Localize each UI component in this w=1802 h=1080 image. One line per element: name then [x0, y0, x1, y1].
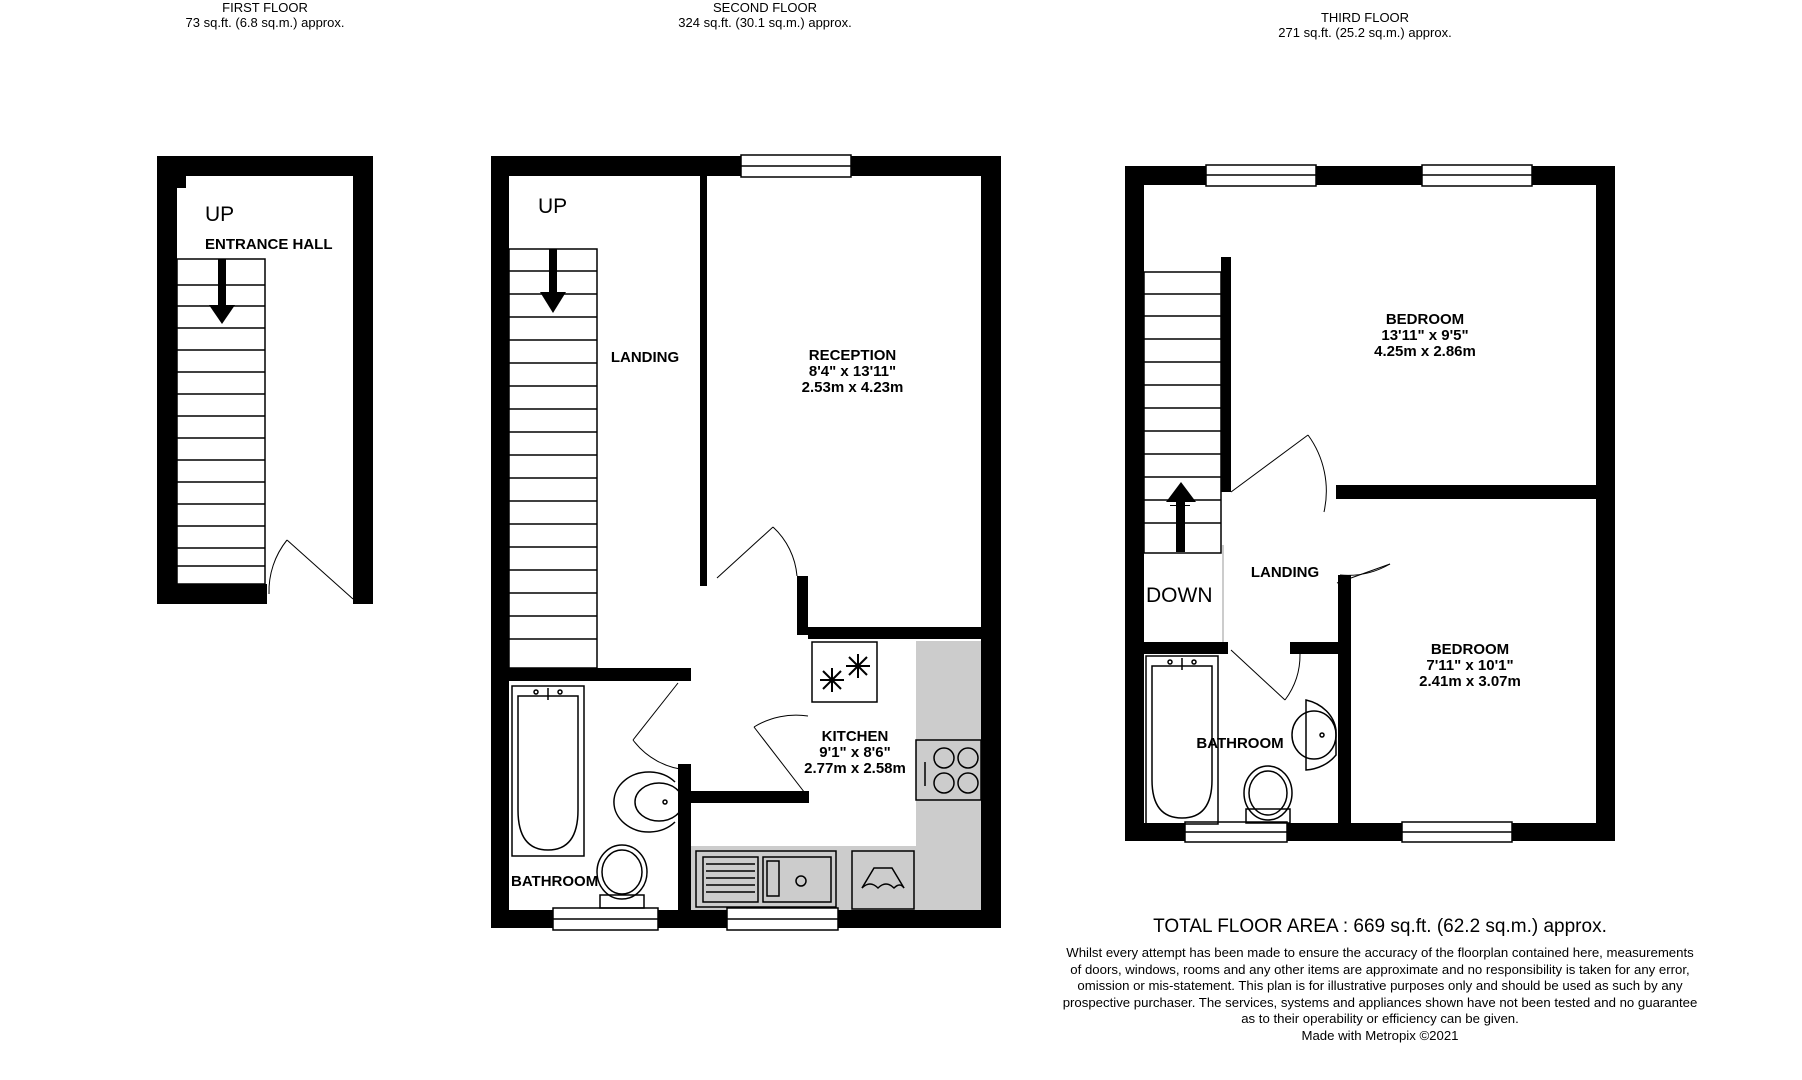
bedroom-2-metric: 2.41m x 3.07m — [1419, 673, 1521, 690]
disclaimer — [1030, 945, 1730, 1044]
reception-metric: 2.53m x 4.23m — [801, 379, 904, 396]
kitchen-metric: 2.77m x 2.58m — [804, 760, 906, 777]
kitchen-imperial: 9'1" x 8'6" — [819, 744, 891, 761]
bedroom-1-metric: 4.25m x 2.86m — [1374, 343, 1476, 360]
reception-imperial: 8'4" x 13'11" — [808, 363, 897, 380]
reception-label — [770, 348, 935, 396]
bath-icon — [512, 686, 584, 856]
third-floor-area: 271 sq.ft. (25.2 sq.m.) approx. — [1278, 25, 1452, 40]
disclaimer-line: Whilst every attempt has been made to ensure the accuracy of the floorplan contained here, measurements — [1066, 945, 1694, 960]
first-floor-plan — [157, 156, 373, 604]
door-swing-icon — [269, 540, 353, 599]
second-floor-plan — [491, 155, 1001, 930]
bedroom-1-label — [1340, 312, 1510, 360]
toilet-icon — [1244, 766, 1292, 823]
bedroom-1-name: BEDROOM — [1385, 311, 1465, 328]
bedroom-2-imperial: 7'11" x 10'1" — [1426, 657, 1514, 674]
first-floor-area: 73 sq.ft. (6.8 sq.m.) approx. — [185, 15, 345, 30]
disclaimer-line: of doors, windows, rooms and any other items are approximate and no responsibility is taken for any error, — [1070, 961, 1690, 977]
fridge-freezer-icon — [812, 642, 877, 702]
second-floor-header — [645, 0, 885, 30]
bedroom-2-label — [1385, 642, 1555, 690]
disclaimer-line: prospective purchaser. The services, systems and appliances shown have not been tested and no guarantee — [1062, 994, 1698, 1010]
entrance-hall-label: ENTRANCE HALL — [205, 236, 333, 253]
basin-icon — [614, 772, 683, 832]
stairs-arrow-icon — [540, 249, 566, 313]
bedroom-1-imperial: 13'11" x 9'5" — [1381, 327, 1469, 344]
first-floor-header — [165, 0, 365, 30]
disclaimer-line: omission or mis-statement. This plan is for illustrative purposes only and should be used as such by any — [1077, 978, 1683, 993]
first-floor-up-label: UP — [205, 203, 235, 226]
third-floor-bathroom-label: BATHROOM — [1196, 735, 1284, 752]
stairs-arrow-icon — [209, 259, 235, 324]
third-floor-landing-label: LANDING — [1250, 564, 1320, 581]
first-floor-name: FIRST FLOOR — [222, 0, 308, 15]
credit: Made with Metropix ©2021 — [1301, 1027, 1459, 1043]
disclaimer-line: as to their operability or efficiency can be given. — [1241, 1011, 1519, 1026]
down-label: DOWN — [1146, 584, 1213, 607]
third-floor-name: THIRD FLOOR — [1320, 10, 1410, 25]
second-floor-up-label: UP — [538, 195, 568, 218]
second-floor-area: 324 sq.ft. (30.1 sq.m.) approx. — [678, 15, 852, 30]
basin-icon — [1292, 700, 1336, 770]
third-floor-header — [1245, 10, 1485, 40]
second-floor-name: SECOND FLOOR — [712, 0, 817, 15]
second-floor-bathroom-label: BATHROOM — [511, 873, 599, 890]
stairs-arrow-icon — [1166, 482, 1196, 552]
bedroom-2-name: BEDROOM — [1430, 641, 1510, 658]
kitchen-name: KITCHEN — [821, 728, 889, 745]
total-floor-area: TOTAL FLOOR AREA : 669 sq.ft. (62.2 sq.m.) approx. — [1153, 916, 1607, 937]
reception-name: RECEPTION — [808, 347, 897, 364]
kitchen-label — [770, 729, 940, 777]
landing-label: LANDING — [610, 349, 680, 366]
